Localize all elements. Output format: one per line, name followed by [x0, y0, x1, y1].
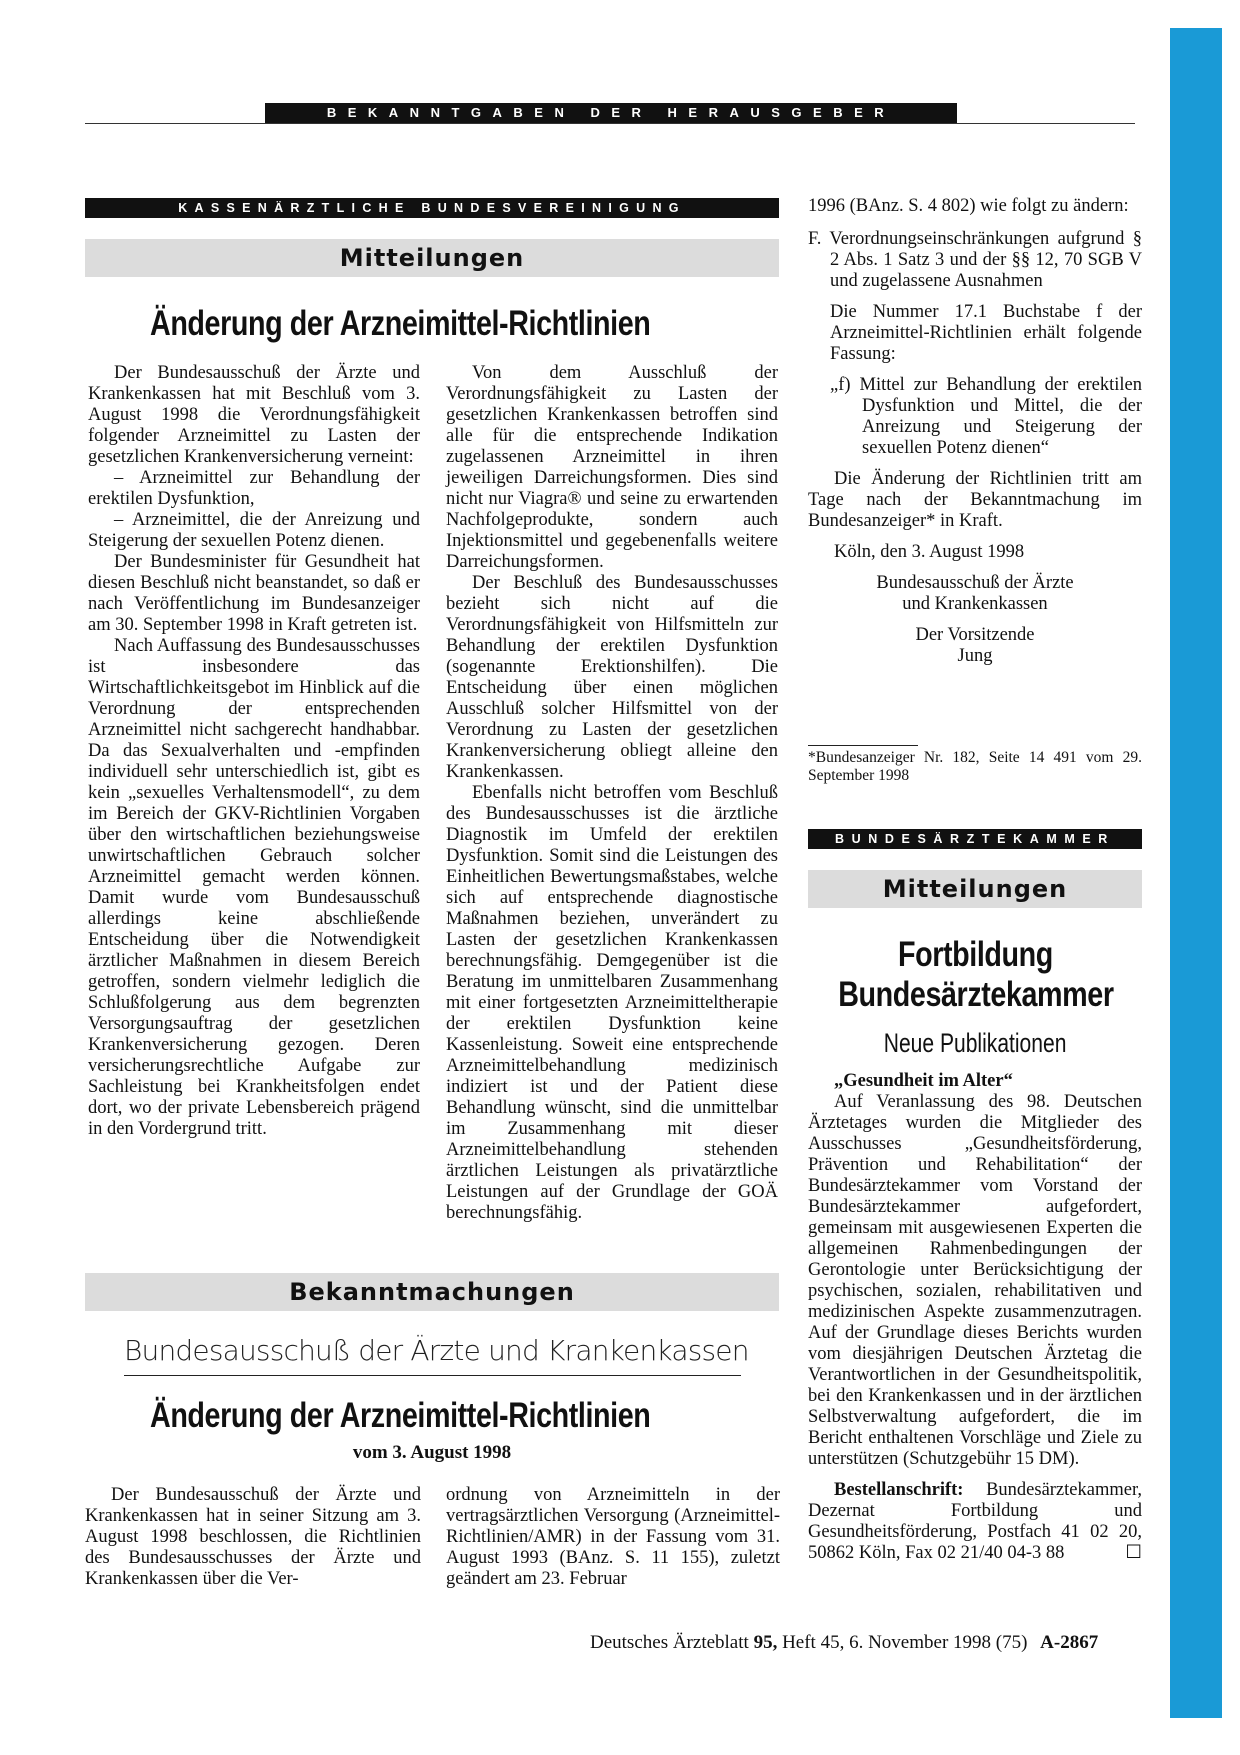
page-number: A-2867	[1040, 1632, 1099, 1653]
paragraph: ordnung von Arzneimitteln in der vertragsärztlichen Versorgung (Arzneimittel-Richtlinien/AMR) in der Fassung vom 31. August 1993 (BAnz. S. 11 155), zuletzt geändert am 23. Februar	[446, 1485, 780, 1589]
footnote-rule	[808, 745, 918, 746]
order-label: Bestellanschrift:	[834, 1480, 964, 1500]
paragraph: Nach Auffassung des Bundesausschusses ist insbesondere das Wirtschaftlichkeitsgebot im Hinblick auf die Verordnung der entsprechenden Arzneimittel nicht sachgerecht handhabbar. Da das Sexualverhalten und -empfinden individuell sehr unterschiedlich ist, gibt es kein „sexuelles Verhaltensmodell“, zu dem im Bereich der GKV-Richtlinien Vorgaben über den wirtschaftlichen beziehungsweise unwirtschaftlichen Gebrauch solcher Arzneimittel gemacht werden können. Damit wurde vom Bundesausschuß allerdings keine abschließende Entscheidung über die Notwendigkeit ärztlicher Maßnahmen in diesem Bereich getroffen, sondern vielmehr lediglich die Schlußfolgerung aus dem begrenzten Versorgungsauftrag der gesetzlichen Krankenversicherung gezogen. Deren versicherungsrechtliche Aufgabe zur Sachleistung bei Krankheitsfolgen endet dort, wo der private Lebensbereich prägend in den Vordergrund tritt.	[88, 636, 420, 1139]
signature-line: Bundesausschuß der Ärzte	[876, 573, 1074, 593]
section-header-band: BEKANNTGABEN DER HERAUSGEBER	[265, 103, 957, 123]
category-bar-mitteilungen: Mitteilungen	[85, 239, 779, 277]
announcement-column-1	[85, 1485, 421, 1590]
paragraph: Ebenfalls nicht betroffen vom Beschluß des Bundesausschusses ist die ärztliche Diagnostik im Umfeld der erektilen Dysfunktion. Somit sind die Leistungen des Einheitlichen Bewertungsmaßstabes, welche sich auf entsprechende diagnostische Maßnahmen beziehen, unverändert zu Lasten der gesetzlichen Krankenkassen berechnungsfähig. Demgegenüber ist die Beratung im unmittelbaren Zusammenhang mit einer fortgesetzten Arzneimitteltherapie der erektilen Dysfunktion keine Kassenleistung. Soweit eine entsprechende Arzneimittelbehandlung medizinisch indiziert ist und der Patient diese Behandlung wünscht, sind die unmittelbar im Zusammenhang mit dieser Arzneimittelbehandlung stehenden ärztlichen Leistungen als privatärztliche Leistungen auf der Grundlage der GOÄ berechnungsfähig.	[446, 783, 778, 1223]
announcement-date: vom 3. August 1998	[352, 1442, 512, 1463]
quoted-text: „f) Mittel zur Behandlung der erektilen Dysfunktion und Mittel, die der Anreizung und Steigerung der sexuellen Potenz dienen“	[830, 375, 1142, 458]
publication-text	[808, 1071, 1142, 1564]
signature-block-1	[808, 573, 1142, 615]
paragraph: Von dem Ausschluß der Verordnungsfähigkeit zu Lasten der gesetzlichen Krankenkassen betroffen sind alle für die entsprechende Indikation zugelassenen Arzneimittel in ihren jeweiligen Darreichungsformen. Dies sind nicht nur Viagra® und seine zu erwartenden Nachfolgeprodukte, sondern auch Injektionsmittel und gegebenenfalls weitere Darreichungsformen.	[446, 363, 778, 572]
paragraph: – Arzneimittel zur Behandlung der erektilen Dysfunktion,	[88, 468, 420, 509]
signature-line: Jung	[957, 646, 993, 666]
paragraph: Der Bundesausschuß der Ärzte und Krankenkassen hat in seiner Sitzung am 3. August 1998 beschlossen, die Richtlinien des Bundesausschusses der Ärzte und Krankenkassen über die Ver-	[85, 1485, 421, 1589]
signature-line: Der Vorsitzende	[915, 625, 1035, 645]
paragraph: Die Nummer 17.1 Buchstabe f der Arzneimittel-Richtlinien erhält folgende Fassung:	[830, 302, 1142, 364]
publication-subtitle: Neue Publikationen	[883, 1028, 1067, 1058]
right-column-continuation	[808, 196, 1142, 667]
signature-block-2	[808, 625, 1142, 667]
header-rule	[85, 123, 1135, 124]
title-line: Bundesärztekammer	[838, 975, 1114, 1014]
article-column-1	[88, 363, 420, 1140]
category-bar-bekanntmachungen: Bekanntmachungen	[85, 1273, 779, 1311]
journal-issue: Heft 45, 6. November 1998 (75)	[782, 1632, 1028, 1653]
title-line: Fortbildung	[897, 935, 1053, 974]
paragraph: – Arzneimittel, die der Anreizung und Steigerung der sexuellen Potenz dienen.	[88, 510, 420, 551]
paragraph: Der Bundesausschuß der Ärzte und Krankenkassen hat mit Beschluß vom 3. August 1998 die Verordnungsfähigkeit folgender Arzneimittel zu Lasten der gesetzlichen Krankenversicherung verneint:	[88, 363, 420, 467]
paragraph: Der Bundesminister für Gesundheit hat diesen Beschluß nicht beanstandet, so daß er nach Veröffentlichung im Bundesanzeiger am 30. September 1998 in Kraft getreten ist.	[88, 552, 420, 635]
book-title: „Gesundheit im Alter“	[834, 1071, 1013, 1091]
footnote-text: *Bundesanzeiger Nr. 182, Seite 14 491 vom 29. September 1998	[808, 749, 1142, 784]
order-address	[808, 1480, 1142, 1564]
paragraph: 1996 (BAnz. S. 4 802) wie folgt zu ändern:	[808, 196, 1129, 216]
signature-line: und Krankenkassen	[902, 594, 1048, 614]
org-band-kbv: KASSENÄRZTLICHE BUNDESVEREINIGUNG	[85, 198, 779, 218]
place-date: Köln, den 3. August 1998	[834, 542, 1025, 562]
category-bar-mitteilungen-2: Mitteilungen	[808, 870, 1142, 908]
journal-name: Deutsches Ärzteblatt	[590, 1632, 749, 1653]
announcement-column-2	[446, 1485, 780, 1590]
footnote	[808, 749, 1142, 785]
issuer-subtitle: Bundesausschuß der Ärzte und Krankenkassen	[124, 1334, 749, 1367]
order-text: Bundesärztekammer, Dezernat Fortbildung und Gesundheitsförderung, Postfach 41 02 20, 50862 Köln, Fax 02 21/40 04-3 88	[808, 1480, 1142, 1563]
page-footer	[590, 1632, 1098, 1654]
article-column-2	[446, 363, 778, 1224]
paragraph: Die Änderung der Richtlinien tritt am Tage nach der Bekanntmachung im Bundesanzeiger* in Kraft.	[808, 469, 1142, 531]
color-margin-bar	[1170, 28, 1222, 1718]
paragraph: Der Beschluß des Bundesausschusses bezieht sich nicht auf die Verordnungsfähigkeit von Hilfsmitteln zur Behandlung der erektilen Dysfunktion (sogenannte Erektionshilfen). Die Entscheidung über einen möglichen Ausschluß solcher Hilfsmittel von der Verordnung zu Lasten der gesetzlichen Krankenversicherung obliegt alleine den Krankenkassen.	[446, 573, 778, 782]
end-mark: ☐	[1125, 1543, 1142, 1563]
publication-subtitle-wrap	[808, 1028, 1142, 1059]
article-title: Änderung der Arzneimittel-Richtlinien	[150, 304, 651, 343]
org-band-baek: BUNDESÄRZTEKAMMER	[808, 829, 1142, 849]
paragraph: Auf Veranlassung des 98. Deutschen Ärztetages wurden die Mitglieder des Ausschusses „Gesundheitsförderung, Prävention und Rehabilitation“ der Bundesärztekammer vom Vorstand der Bundesärztekammer aufgefordert, gemeinsam mit ausgewiesenen Experten die allgemeinen Rahmenbedingungen der Gerontologie unter Berücksichtigung der psychischen, sozialen, rehabilitativen und medizinischen Aspekte zusammenzutragen. Auf der Grundlage dieses Berichts wurden vom diesjährigen Deutschen Ärztetag die Verantwortlichen in der Gesundheitspolitik, bei den Krankenkassen und in der ärztlichen Selbstverwaltung aufgefordert, die im Bericht enthaltenen Vorschläge und Ziele zu unterstützen (Schutzgebühr 15 DM).	[808, 1092, 1142, 1469]
fortbildung-title	[808, 935, 1142, 1015]
paragraph-item-f: F. Verordnungseinschränkungen aufgrund § 2 Abs. 1 Satz 3 und der §§ 12, 70 SGB V und zugelassene Ausnahmen	[808, 229, 1142, 291]
journal-volume: 95,	[753, 1632, 778, 1653]
subtitle-rule	[124, 1375, 741, 1376]
announcement-title: Änderung der Arzneimittel-Richtlinien	[150, 1396, 651, 1435]
